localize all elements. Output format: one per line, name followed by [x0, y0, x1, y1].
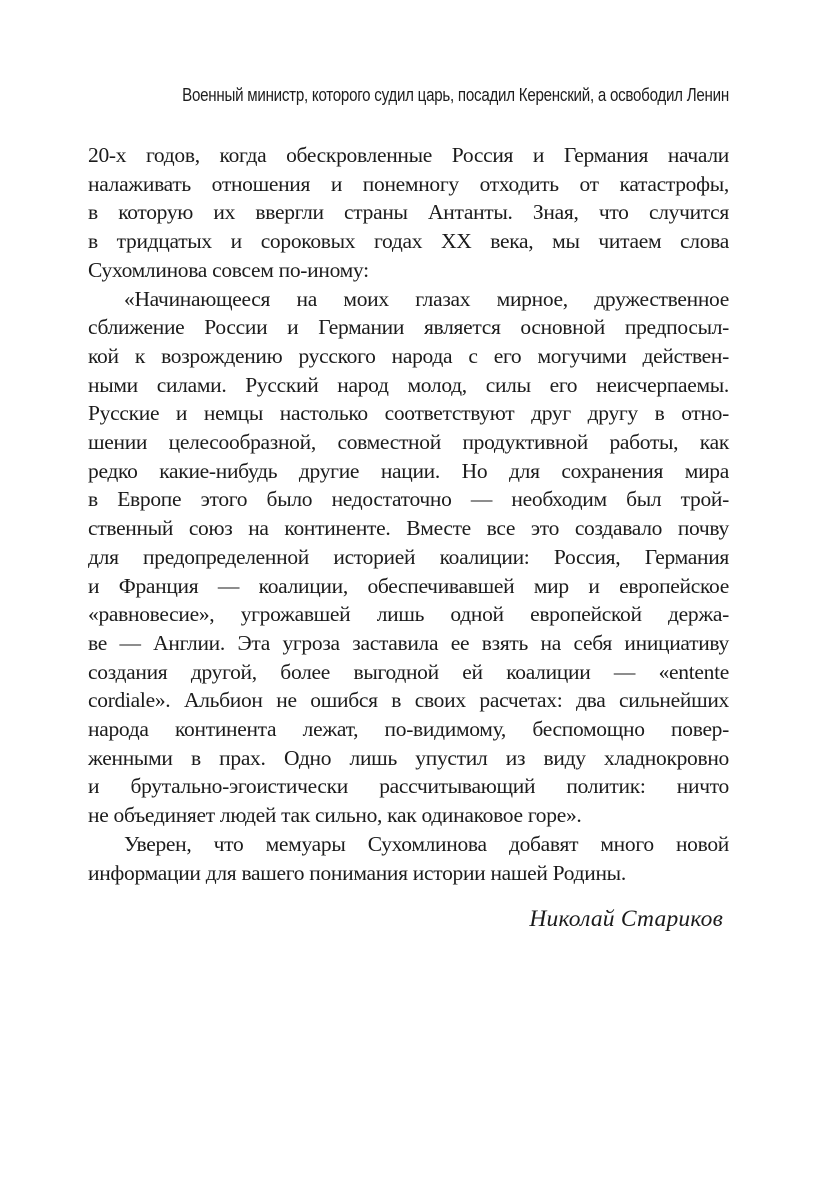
- text-line: женными в прах. Одно лишь упустил из виду хладнокровно: [88, 745, 729, 770]
- text-line: налаживать отношения и понемногу отходить от катастрофы,: [88, 171, 729, 196]
- text-line: в которую их ввергли страны Антанты. Зная, что случится: [88, 200, 729, 225]
- author-signature: Николай Стариков: [529, 906, 723, 932]
- text-line: 20-х годов, когда обескровленные Россия и Германия начали: [88, 143, 729, 167]
- text-line: в тридцатых и сороковых годах XX века, мы читаем слова: [88, 229, 729, 254]
- text-line: Русские и немцы настолько соответствуют друг другу в отно-: [88, 401, 729, 426]
- text-line: шении целесообразной, совместной продуктивной работы, как: [88, 430, 729, 455]
- text-line: для предопределенной историей коалиции: Россия, Германия: [88, 544, 729, 569]
- text-line: в Европе этого было недостаточно — необходим был трой-: [88, 487, 729, 512]
- text-line: и брутально-эгоистически рассчитывающий политик: ничто: [88, 774, 729, 799]
- text-line: Уверен, что мемуары Сухомлинова добавят много новой: [124, 831, 729, 856]
- text-line: ственный союз на континенте. Вместе все это создавало почву: [88, 516, 729, 541]
- text-line: редко какие-нибудь другие нации. Но для сохранения мира: [88, 458, 729, 483]
- text-line: «равновесие», угрожавшей лишь одной европейской держа-: [88, 602, 729, 627]
- running-header: Военный министр, которого судил царь, посадил Керенский, а освободил Ленин: [182, 85, 729, 105]
- text-line: «Начинающееся на моих глазах мирное, дружественное: [124, 286, 729, 311]
- text-line: не объединяет людей так сильно, как одинаковое горе».: [88, 803, 582, 828]
- text-line: сближение России и Германии является основной предпосыл-: [88, 315, 729, 340]
- text-line: создания другой, более выгодной ей коалиции — «entente: [88, 659, 729, 684]
- text-line: информации для вашего понимания истории нашей Родины.: [88, 860, 626, 885]
- text-line: ве — Англии. Эта угроза заставила ее взять на себя инициативу: [88, 630, 729, 655]
- text-line: Сухомлинова совсем по-иному:: [88, 257, 369, 282]
- text-line: ными силами. Русский народ молод, силы его неисчерпаемы.: [88, 372, 729, 397]
- text-line: народа континента лежат, по-видимому, беспомощно повер-: [88, 717, 729, 742]
- text-line: cordiale». Альбион не ошибся в своих расчетах: два сильнейших: [88, 688, 729, 713]
- text-line: и Франция — коалиции, обеспечивавшей мир и европейское: [88, 573, 729, 598]
- text-line: кой к возрождению русского народа с его могучими действен-: [88, 343, 729, 368]
- body-text: [88, 141, 729, 887]
